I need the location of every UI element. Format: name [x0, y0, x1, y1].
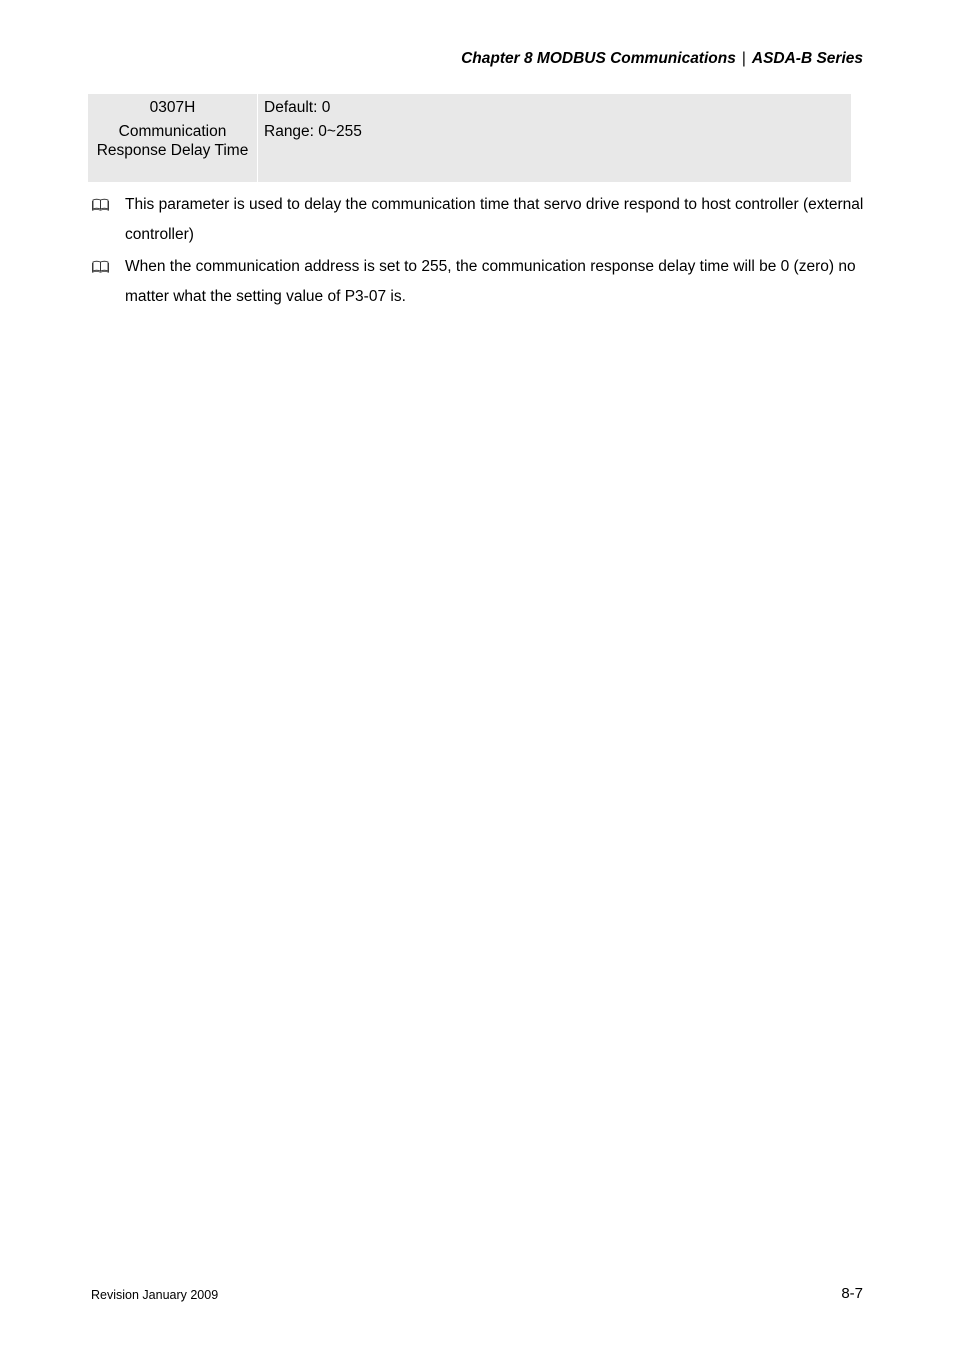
footer-revision: Revision January 2009 [91, 1288, 219, 1302]
book-icon [91, 252, 125, 311]
parameter-range: Range: 0~255 [264, 123, 362, 140]
note-item [91, 252, 871, 311]
note-item [91, 190, 871, 249]
note-text: When the communication address is set to 255, the communication response delay time will be 0 (zero) no matter what the setting value of P3-07 is. [125, 258, 856, 305]
parameter-name: Communication Response Delay Time [96, 123, 249, 159]
chapter-title: Chapter 8 MODBUS Communications [461, 50, 736, 67]
parameter-table [88, 94, 851, 182]
parameter-values-cell [258, 94, 851, 182]
header-separator: | [741, 50, 746, 67]
parameter-default: Default: 0 [264, 99, 331, 116]
parameter-id-cell [88, 94, 258, 182]
page-header [461, 50, 863, 68]
parameter-code: 0307H [149, 99, 196, 116]
series-title: ASDA-B Series [751, 50, 863, 67]
page-number: 8-7 [841, 1285, 863, 1302]
note-text: This parameter is used to delay the communication time that servo drive respond to host controller (external controller) [125, 196, 864, 243]
book-icon [91, 190, 125, 249]
